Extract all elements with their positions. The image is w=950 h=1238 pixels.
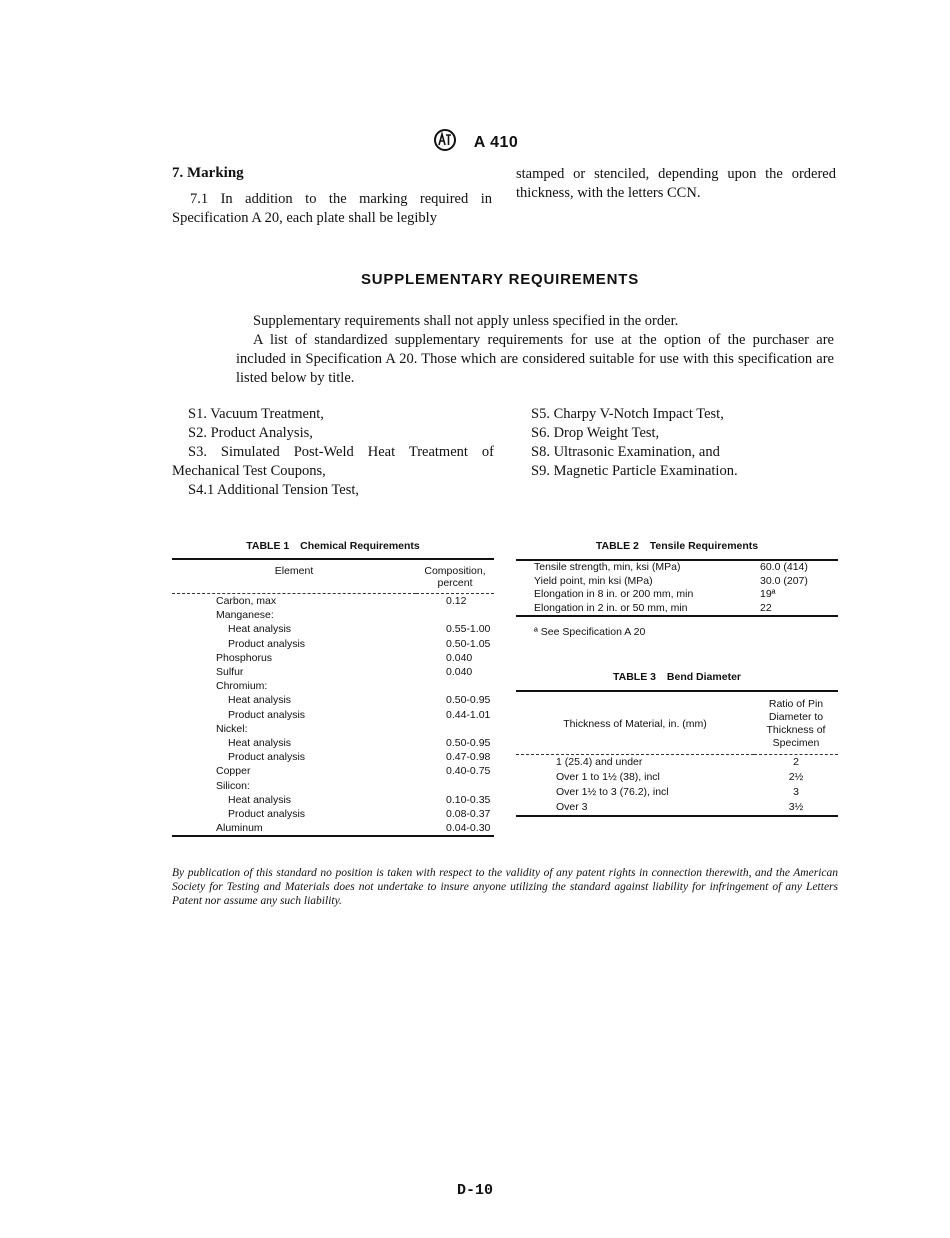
element-cell: Phosphorus <box>216 651 273 664</box>
element-cell: Heat analysis <box>228 623 292 636</box>
composition-cell: 0.50-1.05 <box>446 637 491 650</box>
property-cell: Elongation in 2 in. or 50 mm, min <box>534 601 688 614</box>
element-cell: Nickel: <box>216 722 248 735</box>
table-tensile-requirements <box>516 540 838 638</box>
page-number: D-10 <box>456 1182 493 1199</box>
thickness-cell: 1 (25.4) and under <box>556 756 643 768</box>
table-title: Chemical Requirements <box>300 540 420 552</box>
table-row <box>172 708 494 722</box>
section-paragraph-right <box>516 165 836 203</box>
element-cell: Chromium: <box>216 680 268 693</box>
composition-cell: 0.50-0.95 <box>446 694 491 707</box>
element-cell: Aluminum <box>216 822 263 835</box>
section-paragraph-right-text: stamped or stenciled, depending upon the ordered thickness, with the letters CCN. <box>516 166 836 201</box>
table-row <box>516 575 838 589</box>
table-row <box>172 608 494 622</box>
list-item: S3. Simulated Post-Weld Heat Treatment of Mechanical Test Coupons, <box>172 444 494 479</box>
supplementary-paragraph-2: A list of standardized supplementary requirements for use at the option of the purchaser are included in Specification A 20. Those which are considered suitable for use with this specification are listed below by title. <box>236 332 834 386</box>
table-body <box>172 594 494 837</box>
composition-cell <box>416 722 494 736</box>
supplementary-paragraph-1: Supplementary requirements shall not apply unless specified in the order. <box>253 313 679 329</box>
table-row <box>516 800 838 816</box>
table-row <box>516 785 838 800</box>
element-cell: Heat analysis <box>228 793 292 806</box>
composition-cell: 0.040 <box>446 666 473 679</box>
table-title: Bend Diameter <box>666 671 741 683</box>
standard-designation: A 410 <box>473 133 519 151</box>
table-row <box>172 722 494 736</box>
supplementary-list-right <box>531 405 831 481</box>
element-cell: Copper <box>216 765 251 778</box>
list-item: S8. Ultrasonic Examination, and <box>531 444 720 460</box>
thickness-cell: Over 3 <box>556 801 588 813</box>
property-cell: Yield point, min ksi (MPa) <box>534 574 653 587</box>
composition-cell: 0.50-0.95 <box>446 737 491 750</box>
composition-cell: 0.08-0.37 <box>446 808 491 821</box>
table-row <box>172 679 494 693</box>
composition-cell <box>416 679 494 693</box>
table-label: TABLE 1 <box>246 540 290 552</box>
element-cell: Carbon, max <box>216 595 277 607</box>
table-row <box>172 637 494 651</box>
value-cell: 19ª <box>760 588 776 600</box>
table-row <box>172 764 494 778</box>
table-body <box>516 560 838 616</box>
composition-cell: 0.04-0.30 <box>446 822 491 835</box>
table-row <box>172 750 494 764</box>
list-item: S1. Vacuum Treatment, <box>188 406 324 422</box>
table-row <box>516 770 838 785</box>
ratio-cell: 2½ <box>788 771 804 783</box>
thickness-cell: Over 1 to 1½ (38), incl <box>556 771 660 783</box>
ratio-cell: 2 <box>793 756 799 768</box>
composition-cell: 0.040 <box>446 651 473 664</box>
list-item: S6. Drop Weight Test, <box>531 425 660 441</box>
thickness-cell: Over 1½ to 3 (76.2), incl <box>556 786 669 798</box>
element-cell: Manganese: <box>216 609 274 622</box>
table-row <box>516 560 838 575</box>
element-cell: Product analysis <box>228 751 306 764</box>
table-label: TABLE 3 <box>612 671 656 683</box>
legal-disclaimer: By publication of this standard no position is taken with respect to the validity of any patent rights in connection therewith, and the American Society for Testing and Materials does not undertake to insure anyone utilizing the standard against liability for infringement of any Letters Patent nor assume any such liability. <box>172 867 838 907</box>
table <box>516 559 838 617</box>
ratio-cell: 3 <box>793 786 799 798</box>
table-row <box>516 588 838 602</box>
table-row <box>172 693 494 707</box>
supplementary-list-left <box>172 405 494 500</box>
column-header: Ratio of Pin Diameter to Thickness of Specimen <box>754 691 838 755</box>
ratio-cell: 3½ <box>788 801 804 813</box>
table-row <box>172 807 494 821</box>
table-row <box>516 755 838 771</box>
composition-cell: 0.47-0.98 <box>446 751 491 764</box>
element-cell: Heat analysis <box>228 694 292 707</box>
table-row <box>172 821 494 836</box>
composition-cell: 0.10-0.35 <box>446 793 491 806</box>
table-label: TABLE 2 <box>595 540 639 552</box>
section-heading: 7. Marking <box>172 165 244 181</box>
table-caption <box>516 671 838 683</box>
value-cell: 60.0 (414) <box>760 561 808 573</box>
page-header <box>0 128 950 157</box>
column-header: Element <box>172 559 416 594</box>
composition-cell: 0.40-0.75 <box>446 765 491 778</box>
table-row <box>172 736 494 750</box>
column-header: Thickness of Material, in. (mm) <box>516 691 754 755</box>
table-caption <box>172 540 494 552</box>
element-cell: Product analysis <box>228 708 306 721</box>
table-row <box>516 602 838 617</box>
property-cell: Elongation in 8 in. or 200 mm, min <box>534 588 694 600</box>
element-cell: Product analysis <box>228 808 306 821</box>
composition-cell: 0.55-1.00 <box>446 623 491 636</box>
table-row <box>172 594 494 609</box>
table-row <box>172 793 494 807</box>
astm-logo-icon <box>432 128 458 157</box>
value-cell: 30.0 (207) <box>760 574 808 587</box>
list-item: S2. Product Analysis, <box>188 425 313 441</box>
element-cell: Silicon: <box>216 779 250 792</box>
property-cell: Tensile strength, min, ksi (MPa) <box>534 561 681 573</box>
table-caption <box>516 540 838 552</box>
value-cell: 22 <box>760 601 772 614</box>
composition-cell: 0.44-1.01 <box>446 708 491 721</box>
composition-cell: 0.12 <box>446 595 467 607</box>
composition-cell <box>416 608 494 622</box>
table-body <box>516 755 838 817</box>
element-cell: Product analysis <box>228 637 306 650</box>
table <box>172 558 494 837</box>
table-title: Tensile Requirements <box>649 540 759 552</box>
composition-cell <box>416 779 494 793</box>
table-row <box>172 665 494 679</box>
column-header: Composition, percent <box>416 559 494 594</box>
table-footnote: ª See Specification A 20 <box>534 626 646 638</box>
table <box>516 690 838 817</box>
list-item: S4.1 Additional Tension Test, <box>188 482 360 498</box>
element-cell: Heat analysis <box>228 737 292 750</box>
table-row <box>172 779 494 793</box>
element-cell: Sulfur <box>216 666 244 679</box>
table-bend-diameter <box>516 671 838 817</box>
list-item: S9. Magnetic Particle Examination. <box>531 463 738 479</box>
table-row <box>172 651 494 665</box>
section-paragraph-left: 7.1 In addition to the marking required in Specification A 20, each plate shall be legibly <box>172 191 492 226</box>
list-item: S5. Charpy V-Notch Impact Test, <box>531 406 724 422</box>
table-chemical-requirements <box>172 540 494 837</box>
table-row <box>172 622 494 636</box>
supplementary-title: SUPPLEMENTARY REQUIREMENTS <box>360 271 640 288</box>
